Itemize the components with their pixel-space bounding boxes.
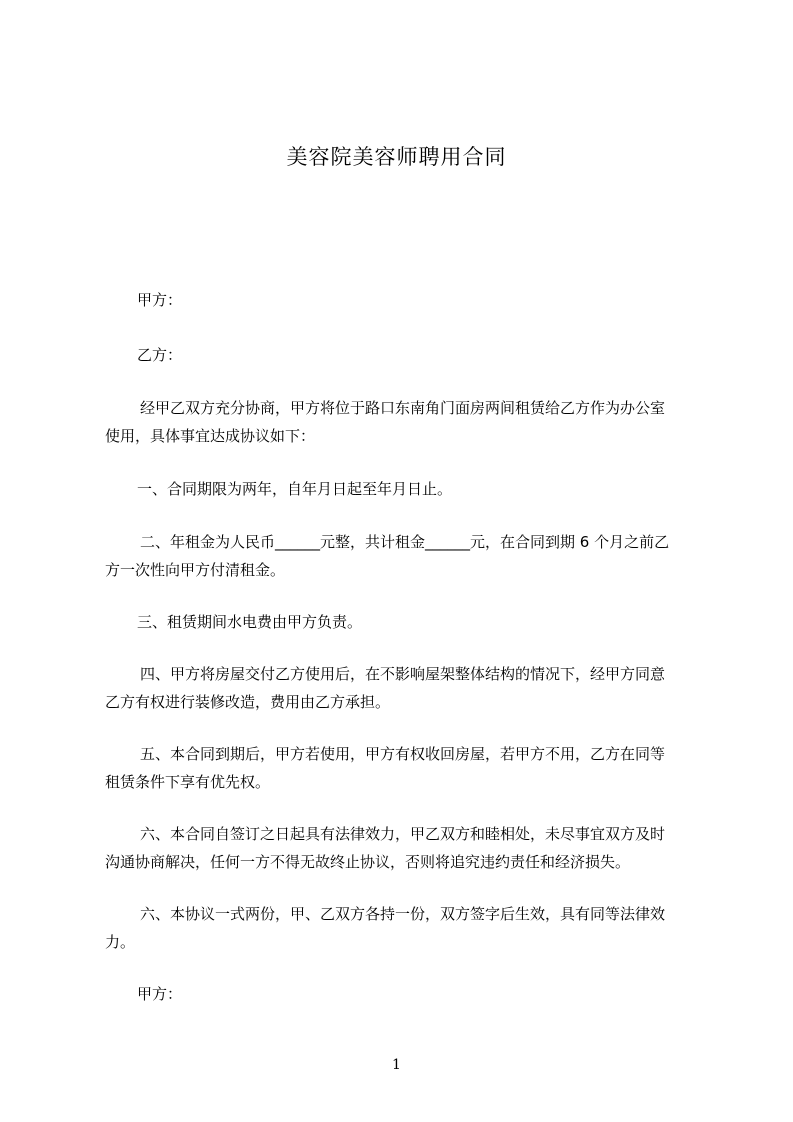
document-title: 美容院美容师聘用合同 xyxy=(286,145,507,169)
party-b-label: 乙方： xyxy=(137,346,183,364)
page-number: 1 xyxy=(392,1057,401,1073)
clause-7-line-2: 力。 xyxy=(105,933,136,951)
clause-5-line-2: 租赁条件下享有优先权。 xyxy=(105,773,271,791)
clause-6-line-2: 沟通协商解决，任何一方不得无故终止协议，否则将追究违约责任和经济损失。 xyxy=(105,853,631,871)
clause-5-line-1: 五、本合同到期后，甲方若使用，甲方有权收回房屋，若甲方不用，乙方在同等 xyxy=(140,745,666,763)
intro-paragraph-line-2: 使用，具体事宜达成协议如下： xyxy=(105,427,316,445)
clause-2-line-1: 二、年租金为人民币______元整，共计租金______元，在合同到期 6 个月之前乙 xyxy=(140,533,670,551)
intro-paragraph-line-1: 经甲乙双方充分协商，甲方将位于路口东南角门面房两间租赁给乙方作为办公室 xyxy=(140,399,666,417)
party-a-label: 甲方： xyxy=(137,291,183,309)
clause-1: 一、合同期限为两年，自年月日起至年月日止。 xyxy=(137,480,453,498)
clause-3: 三、租赁期间水电费由甲方负责。 xyxy=(137,613,363,631)
clause-4-line-2: 乙方有权进行装修改造，费用由乙方承担。 xyxy=(105,693,391,711)
signature-party-a: 甲方： xyxy=(137,985,183,1003)
clause-6-line-1: 六、本合同自签订之日起具有法律效力，甲乙双方和睦相处，未尽事宜双方及时 xyxy=(140,825,666,843)
clause-2-line-2: 方一次性向甲方付清租金。 xyxy=(105,561,286,579)
clause-7-line-1: 六、本协议一式两份，甲、乙双方各持一份，双方签字后生效，具有同等法律效 xyxy=(140,905,666,923)
clause-4-line-1: 四、甲方将房屋交付乙方使用后，在不影响屋架整体结构的情况下，经甲方同意 xyxy=(140,665,666,683)
